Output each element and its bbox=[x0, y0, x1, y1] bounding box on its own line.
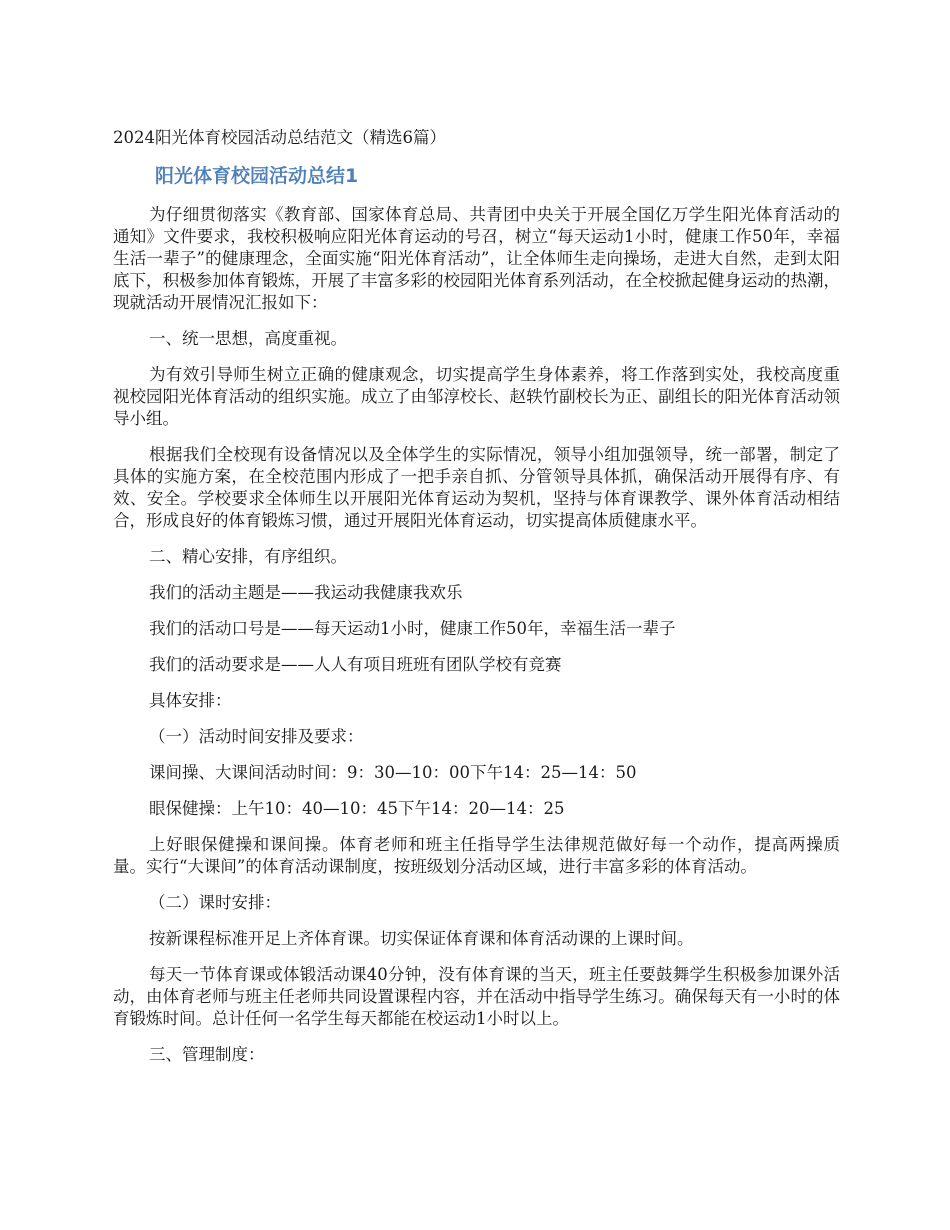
paragraph-exercise-quality: 上好眼保健操和课间操。体育老师和班主任指导学生法律规范做好每一个动作，提高两操质量。实行“大课间”的体育活动课制度，按班级划分活动区域，进行丰富多彩的体育活动。 bbox=[113, 835, 840, 876]
paragraph-leadership: 为有效引导师生树立正确的健康观念，切实提高学生身体素养，将工作落到实处，我校高度重视校园阳光体育活动的组织实施。成立了由邹淳校长、赵轶竹副校长为正、副组长的阳光体育活动领导小组。 bbox=[113, 365, 840, 428]
paragraph-heading-2: 二、精心安排，有序组织。 bbox=[149, 547, 347, 566]
paragraph-plan: 根据我们全校现有设备情况以及全体学生的实际情况，领导小组加强领导，统一部署，制定了具体的实施方案，在全校范围内形成了一把手亲自抓、分管领导具体抓，确保活动开展得有序、有效、安全。学校要求全体师生以开展阳光体育运动为契机，坚持与体育课教学、课外体育活动相结合，形成良好的体育锻炼习惯，通过开展阳光体育运动，切实提高体质健康水平。 bbox=[113, 445, 840, 530]
paragraph-heading-1: 一、统一思想，高度重视。 bbox=[149, 329, 347, 348]
paragraph-daily-pe: 每天一节体育课或体锻活动课40分钟，没有体育课的当天，班主任要鼓舞学生积极参加课外活动，由体育老师与班主任老师共同设置课程内容，并在活动中指导学生练习。确保每天有一小时的体育锻炼时间。总计任何一名学生每天都能在校运动1小时以上。 bbox=[113, 965, 840, 1028]
paragraph-subheading-2: （二）课时安排： bbox=[149, 893, 281, 912]
paragraph-requirement: 我们的活动要求是——人人有项目班班有团队学校有竞赛 bbox=[149, 655, 562, 674]
paragraph-theme: 我们的活动主题是——我运动我健康我欢乐 bbox=[149, 583, 463, 602]
section-heading: 阳光体育校园活动总结1 bbox=[155, 165, 359, 187]
paragraph-subheading-1: （一）活动时间安排及要求： bbox=[149, 727, 364, 746]
paragraph-arrangement: 具体安排： bbox=[149, 691, 232, 710]
paragraph-slogan: 我们的活动口号是——每天运动1小时，健康工作50年，幸福生活一辈子 bbox=[149, 619, 676, 638]
paragraph-break-time: 课间操、大课间活动时间：9：30—10：00下午14：25—14：50 bbox=[149, 763, 637, 782]
document-title: 2024阳光体育校园活动总结范文（精选6篇） bbox=[113, 128, 446, 147]
paragraph-curriculum: 按新课程标准开足上齐体育课。切实保证体育课和体育活动课的上课时间。 bbox=[149, 929, 694, 948]
paragraph-heading-3: 三、管理制度： bbox=[149, 1045, 265, 1064]
paragraph-eye-exercise: 眼保健操：上午10：40—10：45下午14：20—14：25 bbox=[149, 799, 565, 818]
paragraph-intro: 为仔细贯彻落实《教育部、国家体育总局、共青团中央关于开展全国亿万学生阳光体育活动的通知》文件要求，我校积极响应阳光体育运动的号召，树立“每天运动1小时，健康工作50年，幸福生活一辈子”的健康理念，全面实施“阳光体育活动”，让全体师生走向操场，走进大自然，走到太阳底下，积极参加体育锻炼，开展了丰富多彩的校园阳光体育系列活动，在全校掀起健身运动的热潮，现就活动开展情况汇报如下： bbox=[113, 205, 840, 312]
